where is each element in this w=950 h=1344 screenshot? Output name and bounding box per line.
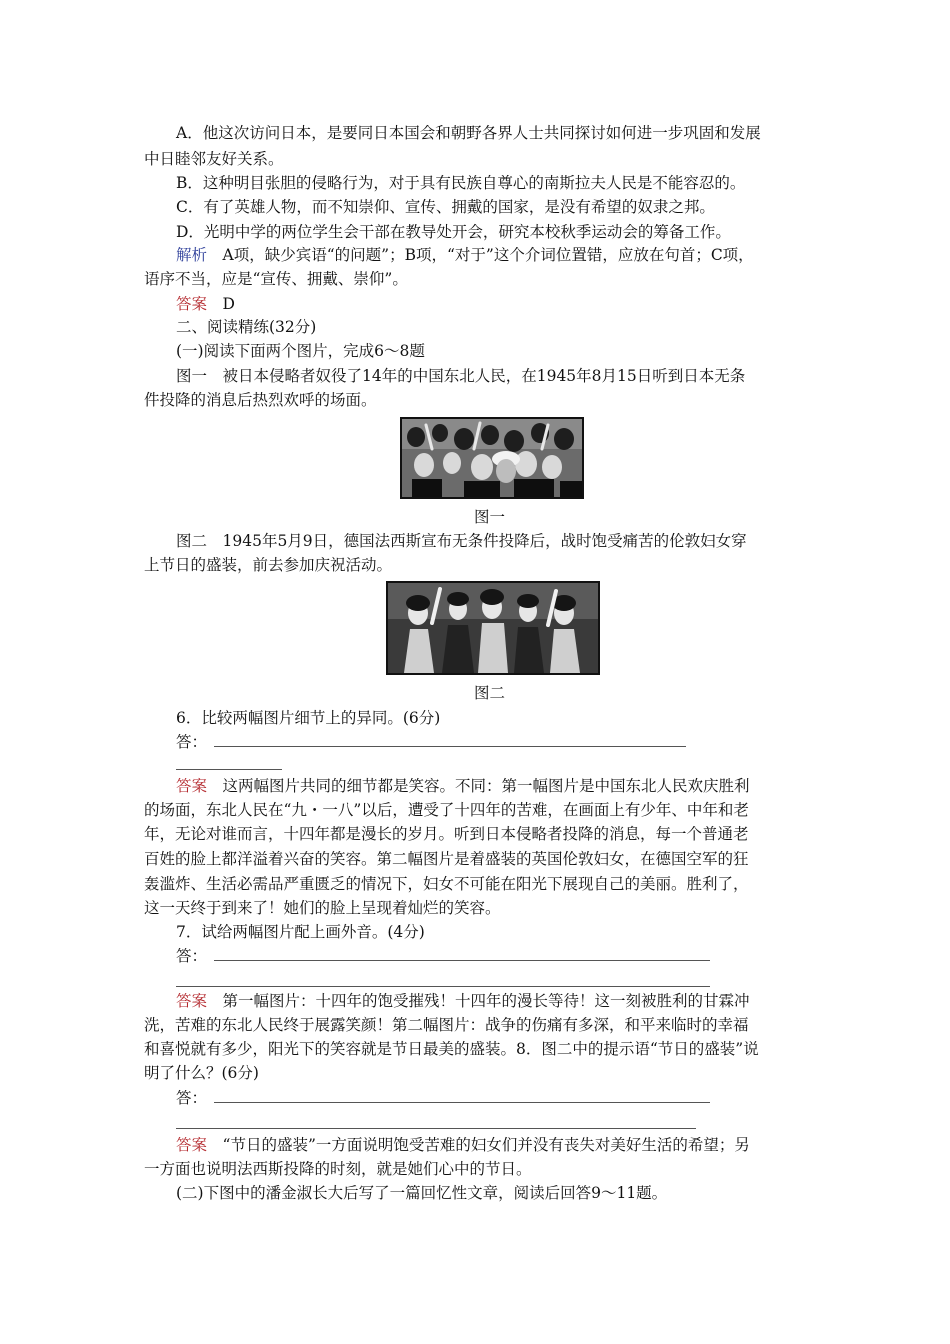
option-b: B．这种明目张胆的侵略行为，对于具有民族自尊心的南斯拉夫人民是不能容忍的。 bbox=[176, 174, 746, 192]
q8-answer-line-1 bbox=[214, 1102, 710, 1103]
q8-answer-line2: 一方面也说明法西斯投降的时刻，就是她们心中的节日。 bbox=[144, 1160, 532, 1178]
figure-two-caption: 图二 bbox=[474, 684, 506, 702]
q6-answer-line2: 的场面，东北人民在“九・一八”以后，遭受了十四年的苦难，在画面上有少年、中年和老 bbox=[144, 801, 749, 819]
figure-one-photo bbox=[400, 417, 584, 499]
analysis-text: A项，缺少宾语“的问题”；B项，“对于”这个介词位置错，应放在句首；C项， bbox=[222, 246, 754, 264]
answer-label: 答案 bbox=[176, 295, 208, 313]
q8-answer-text: “节日的盛装”一方面说明饱受苦难的妇女们并没有丧失对美好生活的希望；另 bbox=[222, 1136, 750, 1154]
analysis-line2: 语序不当，应是“宣传、拥戴、崇仰”。 bbox=[144, 270, 408, 288]
option-d: D．光明中学的两位学生会干部在教导处开会，研究本校秋季运动会的筹备工作。 bbox=[176, 223, 731, 241]
q6-answer-line3: 年，无论对谁而言，十四年都是漫长的岁月。听到日本侵略者投降的消息，每一个普通老 bbox=[144, 825, 749, 843]
q6-answer-line1 bbox=[176, 775, 750, 797]
q8-answer-prefix: 答： bbox=[176, 1089, 208, 1107]
fig1-desc-line1: 图一 被日本侵略者奴役了14年的中国东北人民，在1945年8月15日听到日本无条 bbox=[176, 367, 746, 385]
part1-instruction: (一)阅读下面两个图片，完成6～8题 bbox=[176, 342, 425, 360]
part2-instruction: (二)下图中的潘金淑长大后写了一篇回忆性文章，阅读后回答9～11题。 bbox=[176, 1184, 668, 1202]
analysis-line1 bbox=[176, 244, 754, 266]
q8-answer-line-2 bbox=[176, 1128, 696, 1129]
fig2-desc-line1: 图二 1945年5月9日，德国法西斯宣布无条件投降后，战时饱受痛苦的伦敦妇女穿 bbox=[176, 532, 747, 550]
question-6: 6．比较两幅图片细节上的异同。(6分) bbox=[176, 709, 441, 727]
q6-answer-line-1 bbox=[214, 746, 686, 747]
analysis-label: 解析 bbox=[176, 246, 208, 264]
q7-answer-text: 第一幅图片：十四年的饱受摧残！十四年的漫长等待！这一刻被胜利的甘霖冲 bbox=[222, 992, 750, 1010]
option-a-line1: A．他这次访问日本，是要同日本国会和朝野各界人士共同探讨如何进一步巩固和发展 bbox=[176, 124, 761, 142]
q6-answer-prefix: 答： bbox=[176, 733, 208, 751]
crowd-photo-illustration bbox=[402, 419, 582, 497]
q7-answer-line3: 和喜悦就有多少，阳光下的笑容就是节日最美的盛装。8．图二中的提示语“节日的盛装”说 bbox=[144, 1040, 759, 1058]
question-7: 7．试给两幅图片配上画外音。(4分) bbox=[176, 923, 425, 941]
section-title: 二、阅读精练(32分) bbox=[176, 318, 317, 336]
london-women-photo-illustration bbox=[388, 583, 598, 673]
q6-answer-line4: 百姓的脸上都洋溢着兴奋的笑容。第二幅图片是着盛装的英国伦敦妇女，在德国空军的狂 bbox=[144, 850, 749, 868]
q8-answer-label: 答案 bbox=[176, 1136, 208, 1154]
q6-answer-line5: 轰滥炸、生活必需品严重匮乏的情况下，妇女不可能在阳光下展现自己的美丽。胜利了， bbox=[144, 875, 749, 893]
option-c: C．有了英雄人物，而不知崇仰、宣传、拥戴的国家，是没有希望的奴隶之邦。 bbox=[176, 198, 715, 216]
figure-one-caption: 图一 bbox=[474, 508, 506, 526]
q7-answer-line4: 明了什么？(6分) bbox=[144, 1064, 259, 1082]
q8-answer-line1 bbox=[176, 1134, 750, 1156]
q7-answer-line2: 洗，苦难的东北人民终于展露笑颜！第二幅图片：战争的伤痛有多深，和平来临时的幸福 bbox=[144, 1016, 749, 1034]
q7-answer-line-2 bbox=[176, 986, 710, 987]
option-a-line2: 中日睦邻友好关系。 bbox=[144, 150, 284, 168]
figure-two-photo bbox=[386, 581, 600, 675]
fig2-desc-line2: 上节日的盛装，前去参加庆祝活动。 bbox=[144, 556, 393, 574]
q7-answer-line1 bbox=[176, 990, 750, 1012]
q7-answer-line-1 bbox=[214, 960, 710, 961]
q7-answer-prefix: 答： bbox=[176, 947, 208, 965]
answer-text: D bbox=[222, 295, 235, 313]
q6-answer-line-2 bbox=[176, 769, 282, 770]
q6-answer-line6: 这一天终于到来了！她们的脸上呈现着灿烂的笑容。 bbox=[144, 899, 501, 917]
q6-answer-label: 答案 bbox=[176, 777, 208, 795]
q6-answer-text: 这两幅图片共同的细节都是笑容。不同：第一幅图片是中国东北人民欢庆胜利 bbox=[222, 777, 750, 795]
fig1-desc-line2: 件投降的消息后热烈欢呼的场面。 bbox=[144, 391, 377, 409]
q7-answer-label: 答案 bbox=[176, 992, 208, 1010]
q5-answer bbox=[176, 293, 235, 315]
